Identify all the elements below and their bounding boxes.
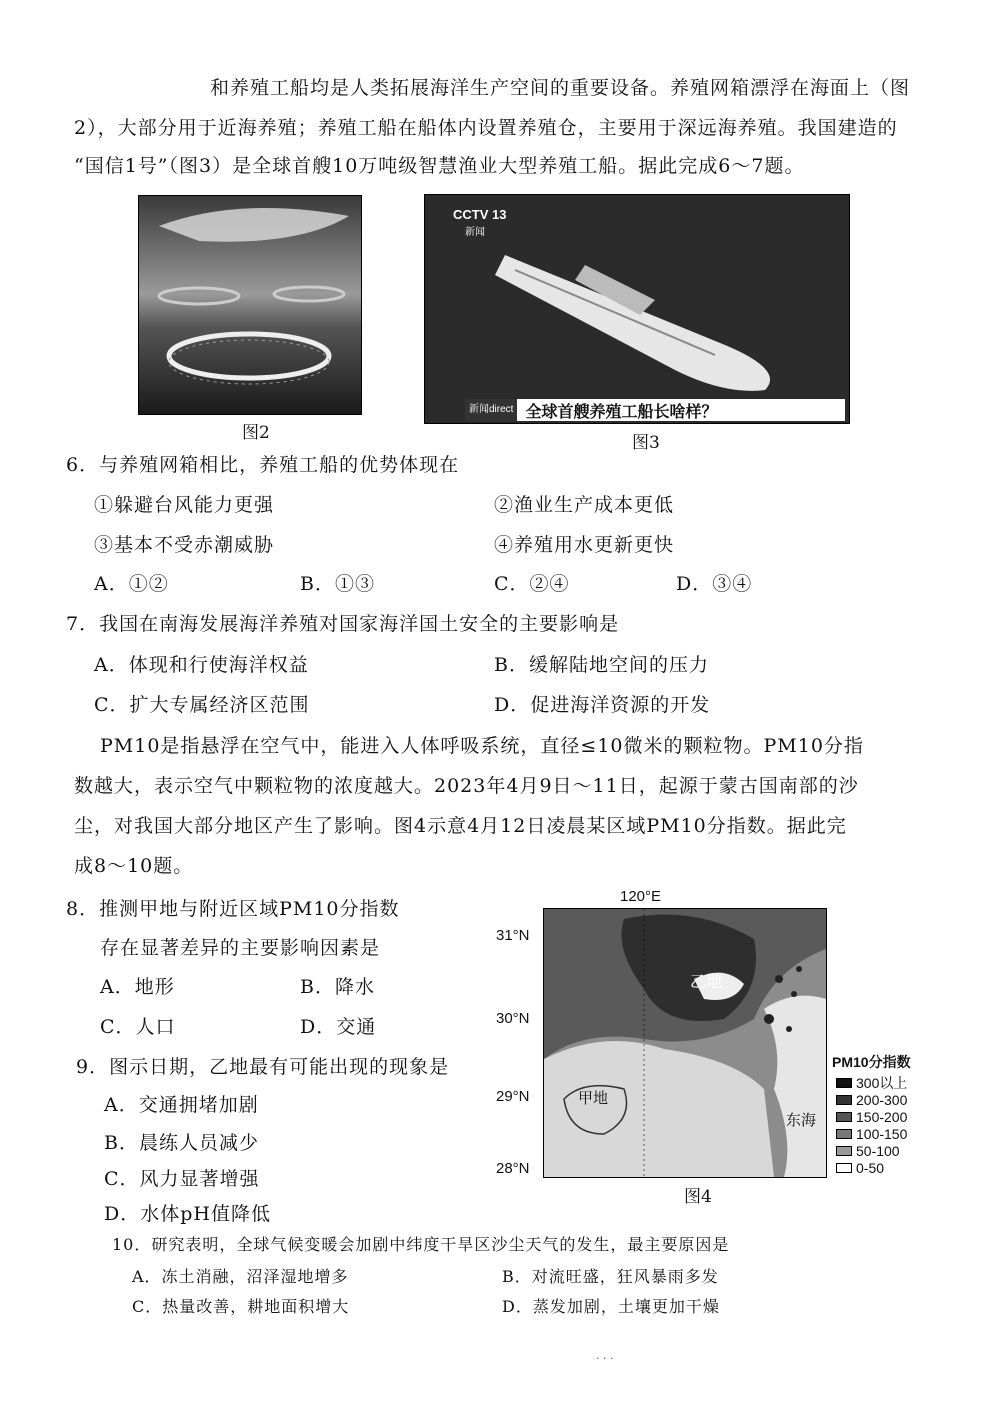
q7-option-a[interactable]: A．体现和行使海洋权益 [94,654,309,676]
q10-stem: 10．研究表明，全球气候变暖会加剧中纬度干旱区沙尘天气的发生，最主要原因是 [112,1235,730,1254]
map-lat-29: 29°N [496,1088,530,1105]
legend-swatch [836,1112,852,1122]
legend-swatch [836,1163,852,1173]
q10-option-c[interactable]: C．热量改善，耕地面积增大 [132,1297,350,1316]
fig3-photo [424,194,850,424]
q9-stem: 9．图示日期，乙地最有可能出现的现象是 [76,1056,450,1078]
q6-stem: 6．与养殖网箱相比，养殖工船的优势体现在 [66,454,460,476]
q6-option-d[interactable]: D．③④ [676,573,753,595]
q9-option-b[interactable]: B．晨练人员减少 [104,1132,259,1154]
legend-item: 0-50 [836,1159,907,1176]
map-lat-28: 28°N [496,1160,530,1177]
q10-option-a[interactable]: A．冻土消融，沼泽湿地增多 [132,1267,349,1286]
q8-option-c[interactable]: C．人口 [100,1016,176,1038]
q6-statement-1: ①躲避台风能力更强 [94,494,275,516]
q9-option-d[interactable]: D．水体pH值降低 [104,1203,271,1225]
q10-option-b[interactable]: B．对流旺盛，狂风暴雨多发 [502,1267,719,1286]
q6-option-b[interactable]: B．①③ [300,573,375,595]
q8-stem-1: 8．推测甲地与附近区域PM10分指数 [66,898,400,920]
legend-swatch [836,1146,852,1156]
fig4-caption: 图4 [684,1187,712,1207]
legend-item: 150-200 [836,1108,907,1125]
q6-statement-4: ④养殖用水更新更快 [494,534,675,556]
map-place-jia: 甲地 [578,1089,609,1107]
pm10-map [543,908,827,1178]
map-longitude-label: 120°E [620,888,662,905]
q7-stem: 7．我国在南海发展海洋养殖对国家海洋国土安全的主要影响是 [66,613,620,635]
q8-option-a[interactable]: A．地形 [100,976,175,998]
q6-option-c[interactable]: C．②④ [494,573,570,595]
pm10-legend [836,1074,907,1176]
map-sea-label: 东海 [786,1111,817,1129]
news-banner [465,399,845,421]
net-cage-image [139,196,361,414]
map-place-yi: 乙地 [690,972,723,991]
legend-title: PM10分指数 [832,1054,911,1070]
cctv-logo-sub: 新闻 [465,227,485,238]
q6-option-a[interactable]: A．①② [94,573,169,595]
q6-statement-2: ②渔业生产成本更低 [494,494,675,516]
intro2-line3: 尘，对我国大部分地区产生了影响。图4示意4月12日凌晨某区域PM10分指数。据此完 [74,815,847,837]
map-lat-31: 31°N [496,927,530,944]
q10-option-d[interactable]: D．蒸发加剧，土壤更加干燥 [502,1297,720,1316]
cctv-logo: CCTV 13 [453,207,507,222]
legend-item: 200-300 [836,1091,907,1108]
q6-statement-3: ③基本不受赤潮威胁 [94,534,275,556]
news-banner-tag: 新闻direct [465,399,517,421]
q8-option-d[interactable]: D．交通 [300,1016,377,1038]
intro1-line3: “国信1号”（图3）是全球首艘10万吨级智慧渔业大型养殖工船。据此完成6～7题。 [74,155,805,177]
legend-swatch [836,1078,852,1088]
map-lat-30: 30°N [496,1010,530,1027]
legend-item: 300以上 [836,1074,907,1091]
fig2-photo [138,195,362,415]
legend-item: 50-100 [836,1142,907,1159]
q8-option-b[interactable]: B．降水 [300,976,375,998]
legend-swatch [836,1129,852,1139]
legend-swatch [836,1095,852,1105]
q9-option-c[interactable]: C．风力显著增强 [104,1168,260,1190]
intro2-line2: 数越大，表示空气中颗粒物的浓度越大。2023年4月9日～11日，起源于蒙古国南部的沙 [74,775,859,797]
q8-stem-2: 存在显著差异的主要影响因素是 [100,937,381,959]
intro1-line1: 和养殖工船均是人类拓展海洋生产空间的重要设备。养殖网箱漂浮在海面上（图 [210,77,911,99]
q7-option-c[interactable]: C．扩大专属经济区范围 [94,694,310,716]
intro1-line2: 2），大部分用于近海养殖；养殖工船在船体内设置养殖仓，主要用于深远海养殖。我国建造的 [74,117,898,139]
intro2-line1: PM10是指悬浮在空气中，能进入人体呼吸系统，直径≤10微米的颗粒物。PM10分指 [100,735,864,757]
ship-image [425,195,849,423]
q9-option-a[interactable]: A．交通拥堵加剧 [104,1094,259,1116]
fig2-caption: 图2 [242,423,270,443]
q7-option-b[interactable]: B．缓解陆地空间的压力 [494,654,709,676]
news-banner-text: 全球首艘养殖工船长啥样？ [525,401,718,421]
q7-option-d[interactable]: D．促进海洋资源的开发 [494,694,711,716]
fig3-caption: 图3 [632,433,660,453]
legend-item: 100-150 [836,1125,907,1142]
page-footer: · · · [596,1352,614,1365]
intro2-line4: 成8～10题。 [74,855,194,877]
pm10-map-shading [544,909,826,1177]
